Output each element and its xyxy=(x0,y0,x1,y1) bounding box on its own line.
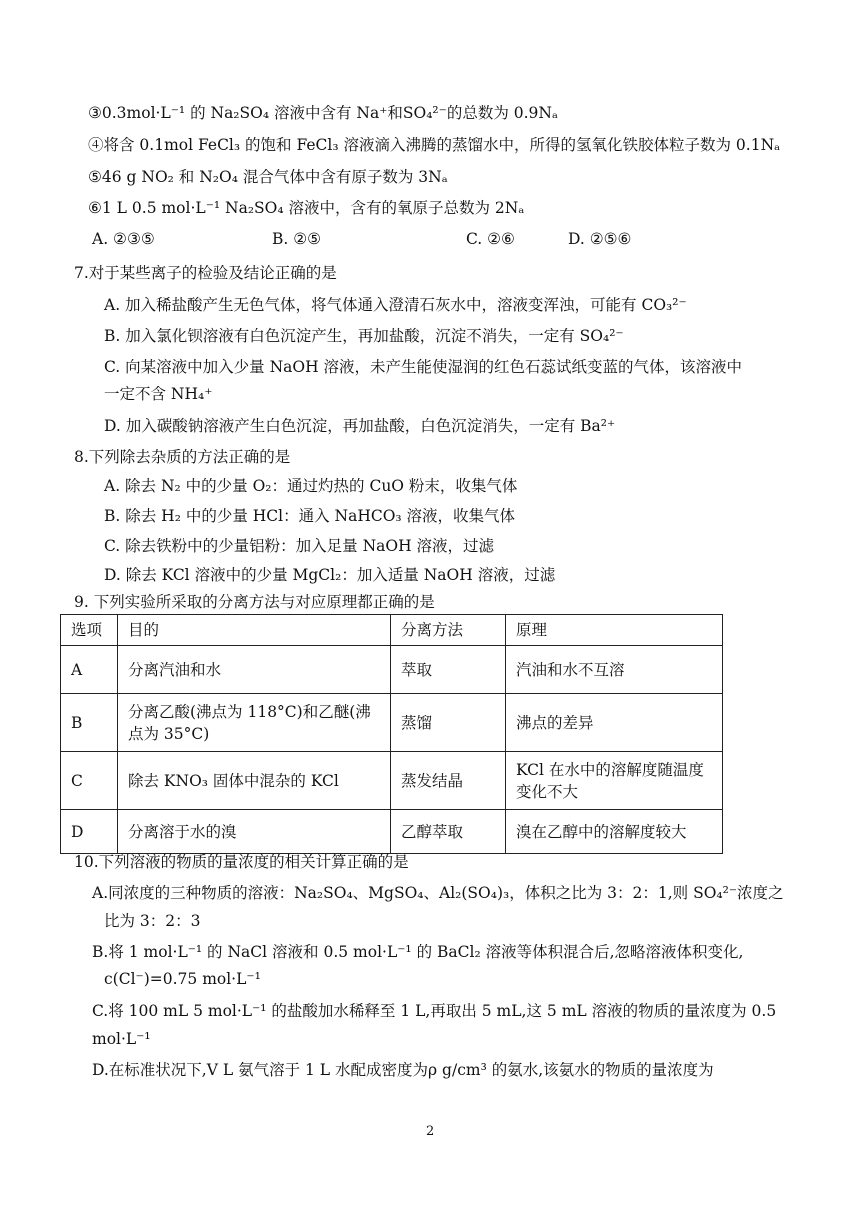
q6-item-4: ④将含 0.1mol FeCl₃ 的饱和 FeCl₃ 溶液滴入沸腾的蒸馏水中，所得的氢氧化铁胶体粒子数为 0.1Nₐ xyxy=(88,136,781,154)
q10-option-b: B.将 1 mol·L⁻¹ 的 NaCl 溶液和 0.5 mol·L⁻¹ 的 BaCl₂ 溶液等体积混合后,忽略溶液体积变化, xyxy=(92,943,744,961)
table-cell: 除去 KNO₃ 固体中混杂的 KCl xyxy=(118,752,391,810)
table-cell: 分离乙酸(沸点为 118°C)和乙醚(沸点为 35°C) xyxy=(118,694,391,752)
header-cell: 原理 xyxy=(506,615,723,646)
header-cell: 选项 xyxy=(61,615,118,646)
table-cell: D xyxy=(61,810,118,854)
q6-item-5: ⑤46 g NO₂ 和 N₂O₄ 混合气体中含有原子数为 3Nₐ xyxy=(88,168,448,186)
q9-stem: 9. 下列实验所采取的分离方法与对应原理都正确的是 xyxy=(74,593,435,611)
q8-option-d: D. 除去 KCl 溶液中的少量 MgCl₂：加入适量 NaOH 溶液，过滤 xyxy=(104,566,556,584)
q10-option-c-cont: mol·L⁻¹ xyxy=(92,1030,151,1048)
table-cell: 分离汽油和水 xyxy=(118,646,391,694)
q7-option-a: A. 加入稀盐酸产生无色气体，将气体通入澄清石灰水中，溶液变浑浊，可能有 CO₃²⁻ xyxy=(104,296,687,314)
table-cell: 乙醇萃取 xyxy=(391,810,506,854)
table-cell: 萃取 xyxy=(391,646,506,694)
q8-stem: 8.下列除去杂质的方法正确的是 xyxy=(74,448,291,466)
q7-stem: 7.对于某些离子的检验及结论正确的是 xyxy=(74,264,337,282)
table-cell: 蒸发结晶 xyxy=(391,752,506,810)
header-cell: 目的 xyxy=(118,615,391,646)
q10-stem: 10.下列溶液的物质的量浓度的相关计算正确的是 xyxy=(74,853,409,871)
q10-option-b-cont: c(Cl⁻)=0.75 mol·L⁻¹ xyxy=(104,970,261,988)
header-cell: 分离方法 xyxy=(391,615,506,646)
q8-option-b: B. 除去 H₂ 中的少量 HCl：通入 NaHCO₃ 溶液，收集气体 xyxy=(104,507,516,525)
table-cell: 蒸馏 xyxy=(391,694,506,752)
q8-option-c: C. 除去铁粉中的少量铝粉：加入足量 NaOH 溶液，过滤 xyxy=(104,537,495,555)
table-row xyxy=(61,810,723,854)
table-cell: 汽油和水不互溶 xyxy=(506,646,723,694)
q6-item-6: ⑥1 L 0.5 mol·L⁻¹ Na₂SO₄ 溶液中，含有的氧原子总数为 2Nₐ xyxy=(88,199,525,217)
q6-option-c: C. ②⑥ xyxy=(466,230,515,248)
q6-option-b: B. ②⑤ xyxy=(272,230,322,248)
q7-option-b: B. 加入氯化钡溶液有白色沉淀产生，再加盐酸，沉淀不消失，一定有 SO₄²⁻ xyxy=(104,327,624,345)
table-cell: 沸点的差异 xyxy=(506,694,723,752)
table-header-row xyxy=(61,615,723,646)
q6-option-d: D. ②⑤⑥ xyxy=(568,230,632,248)
q10-option-a: A.同浓度的三种物质的溶液：Na₂SO₄、MgSO₄、Al₂(SO₄)₃，体积之比为 3：2：1,则 SO₄²⁻浓度之 xyxy=(92,884,784,902)
table-row xyxy=(61,752,723,810)
table-cell: 溴在乙醇中的溶解度较大 xyxy=(506,810,723,854)
table-row xyxy=(61,646,723,694)
q8-option-a: A. 除去 N₂ 中的少量 O₂：通过灼热的 CuO 粉末，收集气体 xyxy=(104,477,518,495)
table-cell: A xyxy=(61,646,118,694)
q6-item-3: ③0.3mol·L⁻¹ 的 Na₂SO₄ 溶液中含有 Na⁺和SO₄²⁻的总数为 0.9Nₐ xyxy=(88,104,558,122)
table-cell: C xyxy=(61,752,118,810)
q10-option-a-cont: 比为 3：2：3 xyxy=(104,912,201,930)
q10-option-d: D.在标准状况下,V L 氨气溶于 1 L 水配成密度为ρ g/cm³ 的氨水,该氨水的物质的量浓度为 xyxy=(92,1061,714,1079)
page-number: 2 xyxy=(426,1124,435,1139)
q7-option-c-cont: 一定不含 NH₄⁺ xyxy=(104,385,213,403)
table-cell: KCl 在水中的溶解度随温度变化不大 xyxy=(506,752,723,810)
table-cell: 分离溶于水的溴 xyxy=(118,810,391,854)
q7-option-d: D. 加入碳酸钠溶液产生白色沉淀，再加盐酸，白色沉淀消失，一定有 Ba²⁺ xyxy=(104,417,616,435)
table-row xyxy=(61,694,723,752)
q7-option-c: C. 向某溶液中加入少量 NaOH 溶液，未产生能使湿润的红色石蕊试纸变蓝的气体，该溶液中 xyxy=(104,358,743,376)
table-cell: B xyxy=(61,694,118,752)
q10-option-c: C.将 100 mL 5 mol·L⁻¹ 的盐酸加水稀释至 1 L,再取出 5 mL,这 5 mL 溶液的物质的量浓度为 0.5 xyxy=(92,1002,777,1020)
q6-option-a: A. ②③⑤ xyxy=(92,230,155,248)
separation-methods-table xyxy=(60,614,723,854)
